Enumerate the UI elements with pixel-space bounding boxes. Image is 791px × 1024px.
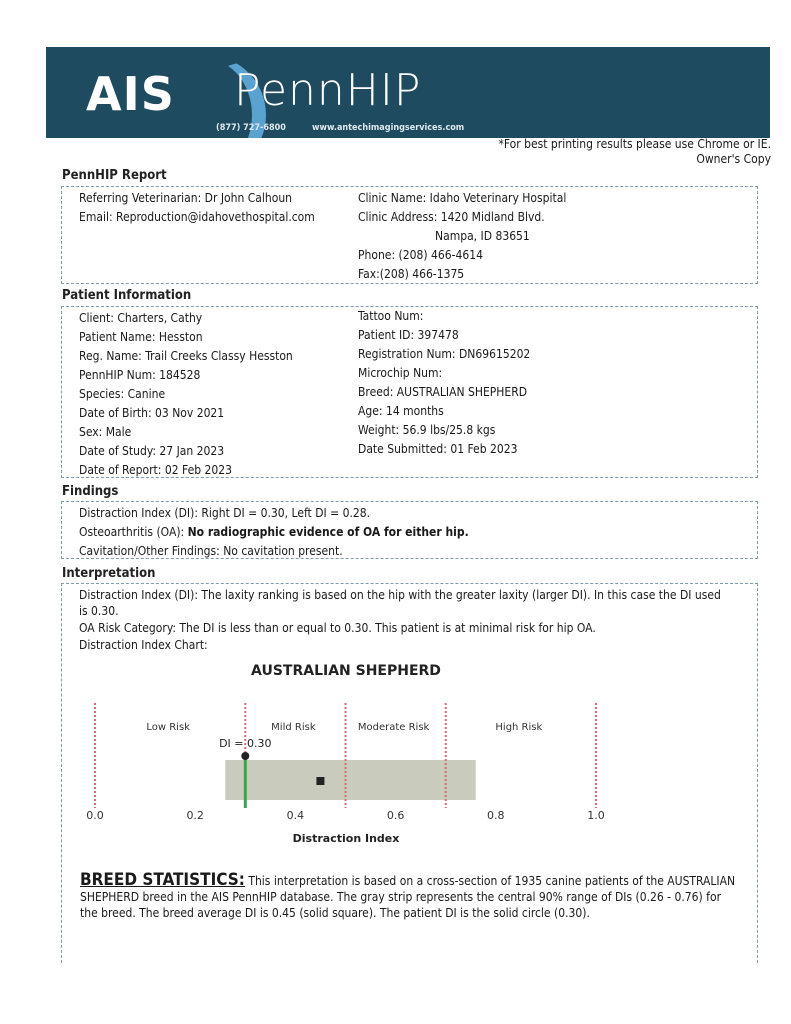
findings-di: Distraction Index (DI): Right DI = 0.30, Left DI = 0.28. [79, 506, 371, 520]
patient-breed: Breed: AUSTRALIAN SHEPHERD [358, 385, 528, 399]
breed-average-marker [316, 777, 324, 785]
interp-oa-risk: OA Risk Category: The DI is less than or equal to 0.30. This patient is at minimal risk for hip OA. [79, 621, 596, 635]
patient-id: Patient ID: 397478 [358, 328, 459, 342]
findings-oa-label: Osteoarthritis (OA): [79, 525, 188, 539]
section-title-patient: Patient Information [62, 288, 192, 303]
findings-cavitation: Cavitation/Other Findings: No cavitation present. [79, 544, 343, 558]
patient-dob: Date of Birth: 03 Nov 2021 [79, 406, 225, 420]
clinic-address: Clinic Address: 1420 Midland Blvd. [358, 210, 545, 224]
section-title-findings: Findings [62, 484, 119, 499]
x-tick-label: 1.0 [587, 809, 605, 822]
patient-name: Patient Name: Hesston [79, 330, 203, 344]
breed-stats [80, 872, 750, 921]
risk-zone-label: Mild Risk [271, 722, 316, 733]
clinic-name: Clinic Name: Idaho Veterinary Hospital [358, 191, 567, 205]
patient-tattoo: Tattoo Num: [358, 309, 424, 323]
email: Email: Reproduction@idahovethospital.com [79, 210, 315, 224]
breed-stats-line1: This interpretation is based on a cross-section of 1935 canine patients of the AUSTRALIAN [248, 874, 736, 888]
breed-stats-heading: BREED STATISTICS: [80, 870, 245, 890]
patient-reg-name: Reg. Name: Trail Creeks Classy Hesston [79, 349, 293, 363]
patient-registration-num: Registration Num: DN69615202 [358, 347, 531, 361]
patient-di-marker [241, 752, 249, 760]
referring-vet: Referring Veterinarian: Dr John Calhoun [79, 191, 293, 205]
clinic-phone: Phone: (208) 466-4614 [358, 248, 483, 262]
x-tick-label: 0.2 [186, 809, 204, 822]
breed-stats-line3: the breed. The breed average DI is 0.45 (solid square). The patient DI is the solid circle (0.30). [80, 906, 590, 920]
interp-di-line2: is 0.30. [79, 604, 119, 618]
patient-client: Client: Charters, Cathy [79, 311, 203, 325]
x-tick-label: 0.0 [86, 809, 104, 822]
clinic-address-line2: Nampa, ID 83651 [435, 229, 530, 243]
patient-microchip: Microchip Num: [358, 366, 443, 380]
patient-weight: Weight: 56.9 lbs/25.8 kgs [358, 423, 496, 437]
risk-zone-label: Low Risk [146, 722, 190, 733]
patient-date-submitted: Date Submitted: 01 Feb 2023 [358, 442, 518, 456]
breed-range-strip [225, 760, 476, 800]
risk-zone-label: High Risk [495, 722, 543, 733]
risk-zone-label: Moderate Risk [357, 722, 430, 733]
patient-age: Age: 14 months [358, 404, 444, 418]
chart-title: AUSTRALIAN SHEPHERD [251, 663, 441, 679]
print-note: *For best printing results please use Chrome or IE. [498, 137, 771, 151]
patient-pennhip-num: PennHIP Num: 184528 [79, 368, 201, 382]
breed-stats-line2: SHEPHERD breed in the AIS PennHIP database. The gray strip represents the central 90% range of DIs (0.26 - 0.76) for [80, 890, 722, 904]
interp-chart-label: Distraction Index Chart: [79, 638, 208, 652]
findings-oa-value: No radiographic evidence of OA for either hip. [187, 525, 469, 539]
section-title-report: PennHIP Report [62, 168, 167, 183]
copy-label: Owner's Copy [696, 152, 771, 166]
clinic-fax: Fax:(208) 466-1375 [358, 267, 465, 281]
patient-date-report: Date of Report: 02 Feb 2023 [79, 463, 232, 477]
section-title-interpretation: Interpretation [62, 566, 156, 581]
x-tick-label: 0.6 [386, 809, 405, 822]
x-tick-label: 0.4 [286, 809, 305, 822]
patient-sex: Sex: Male [79, 425, 132, 439]
header-website: www.antechimagingservices.com [312, 123, 465, 133]
interp-di-line1: Distraction Index (DI): The laxity ranking is based on the hip with the greater laxity (larger DI). In this case the DI used [79, 588, 721, 602]
logo-ais: AIS [86, 67, 175, 121]
header-phone: (877) 727-6800 [216, 123, 286, 133]
patient-date-study: Date of Study: 27 Jan 2023 [79, 444, 225, 458]
x-tick-label: 0.8 [487, 809, 505, 822]
patient-species: Species: Canine [79, 387, 166, 401]
patient-di-label: DI = 0.30 [219, 737, 272, 750]
logo-pennhip: PennHIP [234, 65, 422, 116]
chart-xlabel: Distraction Index [292, 832, 400, 845]
